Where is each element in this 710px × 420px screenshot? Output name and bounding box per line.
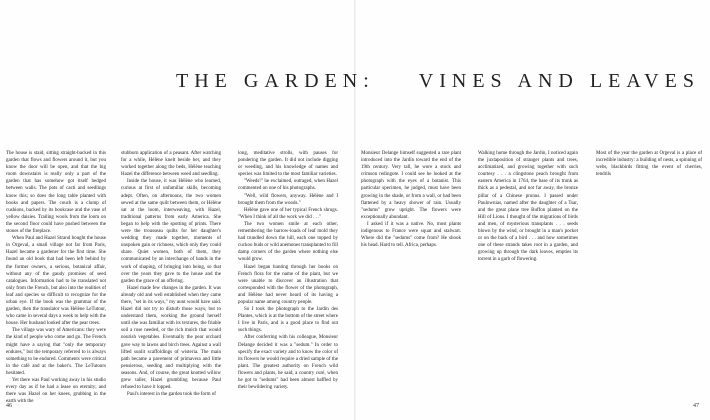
text-column-5 <box>478 150 578 408</box>
paragraph: "Well, wild flowers, anyway. Hélène and I brought them from the woods." <box>238 193 338 206</box>
paragraph: "Weeds!" he exclaimed, outraged, when Hazel commented on one of his photographs. <box>238 179 338 192</box>
text-column-6 <box>596 150 702 408</box>
paragraph: Walking home through the Jardin, I noticed again the juxtaposition of stranger plants and trees, acclimatized, and growing together with such courtesy . . . a clingstone peach brought from eastern America in 1764, the base of its trunk as thick as a pedestal, and not far away, the bronze pillar of a Chinese prunus. I passed under Paulownias, named after the daughter of a Tsar, and the great plane tree Buffon planted on the Hill of Lions. I thought of the migrations of birds and men, of mysterious transplants . . . seeds blown by the wind, or brought in a man's pocket or on the back of a bird . . . and how sometimes one of these strands takes root in a garden, and growing up through the dark leaves, empties its torrent in a garb of flowering. <box>478 151 578 263</box>
paragraph: Hazel began hunting through her books on French flora for the name of the plant, but we were unable to discover an illustration that corresponded with the flower of the photograph, and Hélène had never heard of its having a popular name among country people. <box>238 264 338 305</box>
paragraph: The village was wary of Americans: they were the kind of people who come and go. The French might have a saying that "only the temporary endures," but the temporary referred to is always something to be endured. Comments were critical in the café and at the baker's. The LeTutours hesitated. <box>6 328 106 376</box>
paragraph: Hélène gave one of her typical French shrugs. "When I think of all the work we did . . ." <box>238 207 338 220</box>
page-number-left: 46 <box>6 403 12 409</box>
paragraph: Inside the house, it was Hélène who learned, curious at first of unfamiliar skills, becoming adept. Often, on afternoons, the two women sewed at the same quilt between them, or Hélène sat at the loom, interweaving, with Hazel, traditional patterns from early America. She began to help with the spotting of prints. There were the trousseau quilts for her daughter's wedding they made together, moments of unspoken gain or richness, which only they could share. Quiet women, both of them, they communicated by an interchange of hands in the work of shaping, of bringing into being, so that over the years they gave to the house and the garden the grace of an offering. <box>121 179 221 284</box>
paragraph: Most of the year the garden at Orgeval is a place of incredible industry: a building of nests, a spinning of webs, blackbirds fitting the event of cherries, tendrils <box>596 151 702 178</box>
paragraph: The house is staid, sitting straight-backed in this garden that flows and flowers around it, but you know the door will be open, and that the big room downstairs is really only a part of the garden that has somehow got itself hedged between walls. The pots of cacti and seedlings know this; so does the long table planted with books and papers. The couch is a clump of cushions, backed by its bookcase and the vase of yellow daisies. Trailing wools from the loom on the second floor could have pushed between the stones of the fireplace. <box>6 151 106 235</box>
article-title <box>168 70 700 93</box>
title-part-1: THE GARDEN: <box>176 70 375 92</box>
paragraph: Hazel made few changes in the garden. It was already old and well established when they came there, "set in its ways," my aunt would have said. Hazel did not try to disturb those ways, but to understand them, working the ground herself until she was familiar with its textures, the friable soil a rose needed, or the rich mulch that would nourish vegetables. Eventually the pear orchard gave way to lawns and birch trees. Against a wall lifted sunlit scaffoldings of wisteria. The main path became a pavement of primavera and little pensieroso, seeding and multiplying with the seasons. And, of course, the great knotted willow grew taller, Hazel grumbling because Paul refused to have it lopped. <box>121 285 221 391</box>
paragraph: After conferring with his colleague, Monsieur Delange decided it was a "sedum." In order to specify the exact variety and to know the color of its flowers he would require a dried sample of the plant. The greatest authority on French wild flowers and plants, he said, a country curé, when he got to "sedums" had been almost baffled by their bewildering variety. <box>238 335 338 391</box>
paragraph: Paul's interest in the garden took the form of <box>127 392 216 398</box>
text-column-1 <box>6 150 106 408</box>
paragraph: Monsieur Delange himself suggested a rare plant introduced into the Jardin toward the end of the 19th century. Very tall, he wore a stock and crimson redingote. I could see he looked at the photograph with the eyes of a botanist. This particular specimen, he judged, must have been growing in the shade, or from a wall, or had been flattened by a heavy shower of rain. Usually "sedums" grow upright. The flowers were exceptionally abundant. <box>361 151 461 220</box>
paragraph: stubborn application of a peasant. After watching for a while, Hélène knelt beside her, and they worked together along the beds, Hélène teaching Hazel the difference between weed and seedling. <box>121 151 221 178</box>
paragraph: long, meditative strolls, with pauses for pondering the garden. It did not include digging or weeding, and his knowledge of names and species was limited to the most familiar varieties. <box>238 151 338 178</box>
paragraph: Yet there was Paul working away in his studio every day as if he had a lease on eternity; and there was Hazel on her knees, grubbing in the earth with the <box>6 378 106 405</box>
text-column-2 <box>121 150 221 408</box>
paragraph: The two women smile at each other, remembering the barrow-loads of leaf mold they had trundled down the hill, each one topped by cuckoo buds or wild anemones transplanted to fill damp corners of the garden where nothing else would grow. <box>238 221 338 263</box>
book-gutter <box>354 0 356 420</box>
paragraph: So I took the photograph to the Jardin des Plantes, which is at the bottom of the street where I live in Paris, and is a good place to find out such things. <box>238 307 338 334</box>
paragraph: I asked if it was a native. No, most plants indigenous to France were squat and stalwart. Where did the "sedums" come from? He shook his head. Hard to tell. Africa, perhaps. <box>361 221 461 249</box>
text-column-4 <box>361 150 461 408</box>
title-part-2: VINES AND LEAVES <box>418 70 700 92</box>
text-column-3 <box>238 150 338 408</box>
paragraph: When Paul and Hazel Strand bought the house in Orgeval, a small village not far from Paris, Hazel became a gardener for the first time. She found an old book that had been left behind by the former owners, a serious, botanical affair, without any of the gaudy promises of seed catalogues. Information had to be translated not only from the French, but also into the realities of leaf and species so difficult to recognize for the urban eye. If the book was the grammar of the garden, then the translator was Hélène LeTutour, who came in several days a week to help with the house. Her husband looked after the pear trees. <box>6 236 106 327</box>
page-number-right: 47 <box>693 403 699 409</box>
